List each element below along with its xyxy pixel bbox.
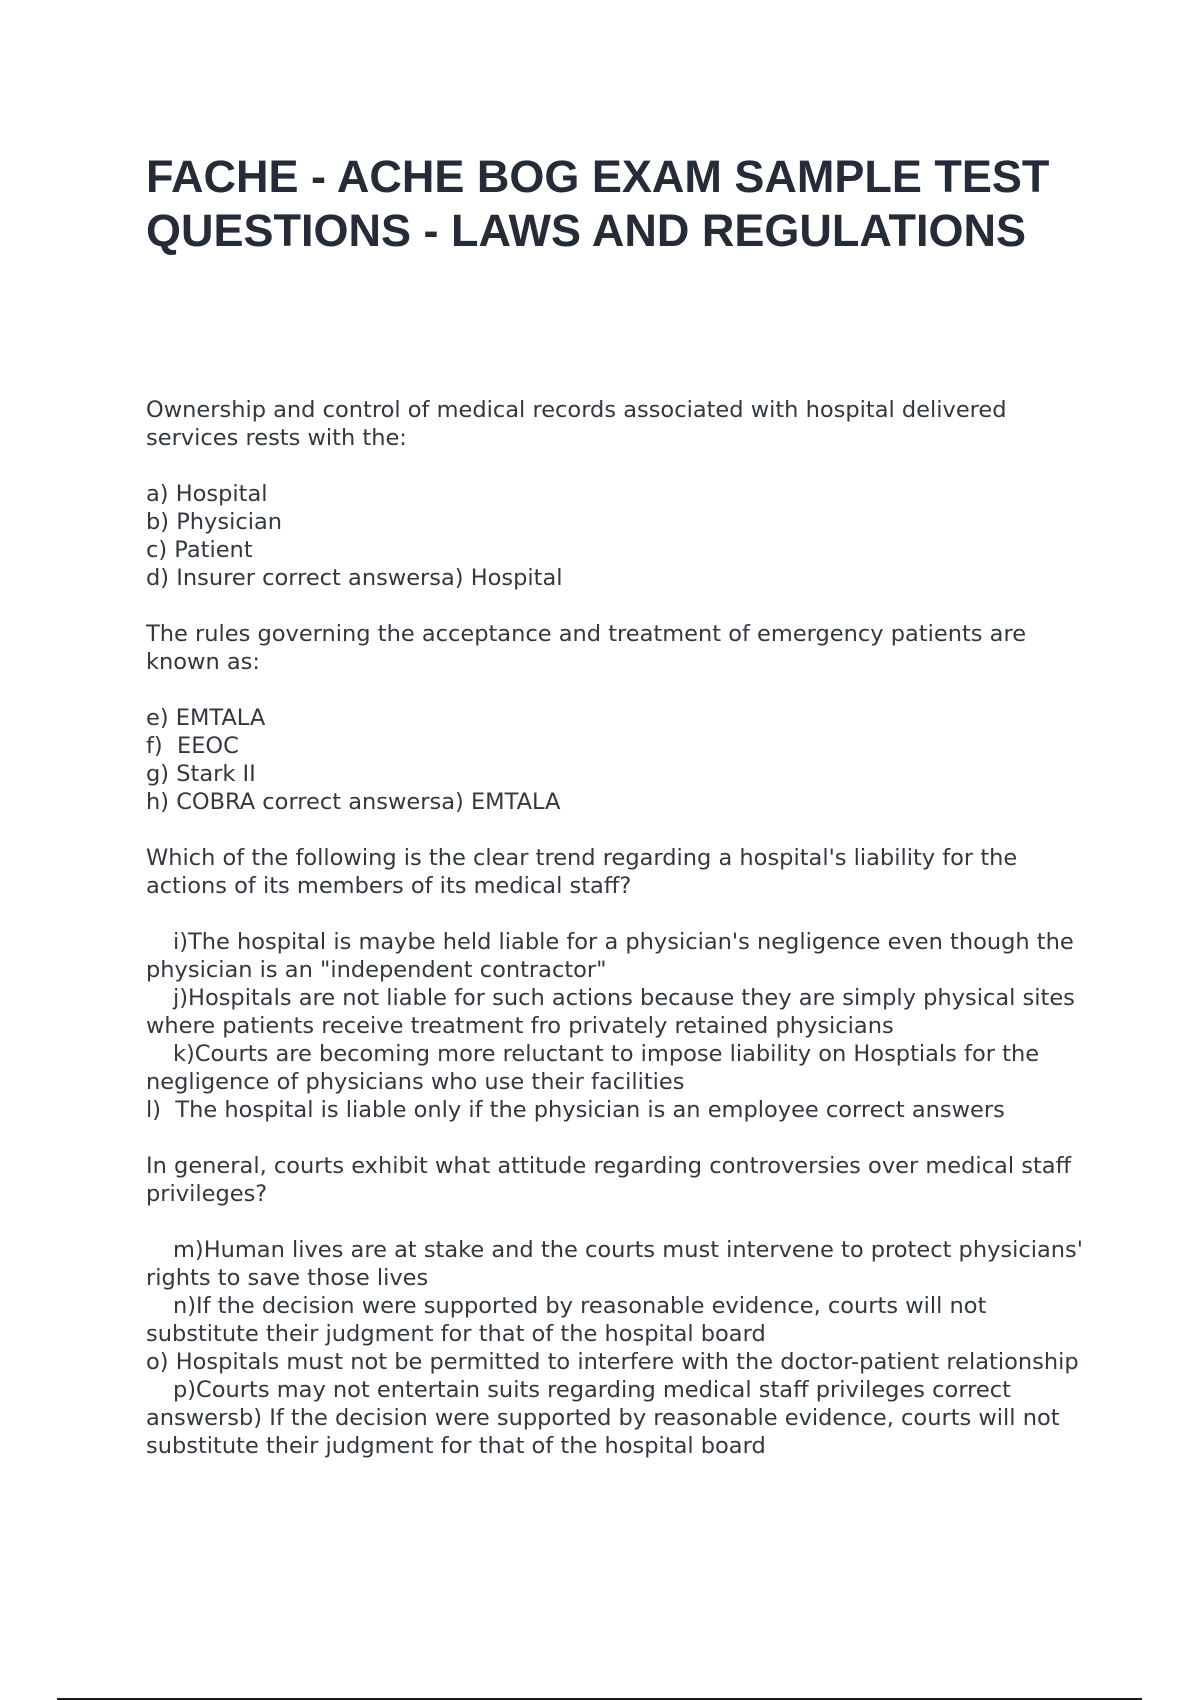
question-4-option-o: o) Hospitals must not be permitted to interfere with the doctor-patient relationship (146, 1349, 1079, 1375)
question-1-options (146, 480, 1086, 592)
question-1-prompt: Ownership and control of medical records associated with hospital delivered services rests with the: (146, 397, 1007, 451)
question-2-option-h: h) COBRA correct answersa) EMTALA (146, 789, 561, 815)
question-2-option-g: g) Stark II (146, 761, 256, 787)
question-4-prompt: In general, courts exhibit what attitude regarding controversies over medical staff privileges? (146, 1153, 1072, 1207)
question-2-prompt: The rules governing the acceptance and treatment of emergency patients are known as: (146, 621, 1027, 675)
question-list (146, 396, 1086, 1488)
document-title: FACHE - ACHE BOG EXAM SAMPLE TEST QUESTIONS - LAWS AND REGULATIONS (146, 151, 1050, 256)
question-2-option-e: e) EMTALA (146, 705, 266, 731)
question-3-option-i: i)The hospital is maybe held liable for a physician's negligence even though the physician is an "independent contractor" (146, 929, 1074, 983)
question-4-option-n: n)If the decision were supported by reasonable evidence, courts will not substitute their judgment for that of the hospital board (146, 1293, 987, 1347)
question-3-option-k: k)Courts are becoming more reluctant to impose liability on Hosptials for the negligence of physicians who use their facilities (146, 1041, 1040, 1095)
question-3-options (146, 928, 1086, 1124)
question-3-option-l: l) The hospital is liable only if the physician is an employee correct answers (146, 1097, 1005, 1123)
question-1-option-b: b) Physician (146, 509, 282, 535)
question-4-option-p: p)Courts may not entertain suits regarding medical staff privileges correct answersb) If the decision were supported by reasonable evidence, courts will not substitute their judgment for that of the hospital board (146, 1377, 1060, 1459)
question-4-options (146, 1236, 1086, 1460)
question-2-option-f: f) EEOC (146, 733, 239, 759)
question-2-options (146, 704, 1086, 816)
question-3-option-j: j)Hospitals are not liable for such actions because they are simply physical sites where patients receive treatment fro privately retained physicians (146, 985, 1075, 1039)
question-1-option-a: a) Hospital (146, 481, 268, 507)
question-4-option-m: m)Human lives are at stake and the courts must intervene to protect physicians' rights to save those lives (146, 1237, 1083, 1291)
question-1-option-c: c) Patient (146, 537, 253, 563)
question-1-option-d: d) Insurer correct answersa) Hospital (146, 565, 563, 591)
question-3-prompt: Which of the following is the clear trend regarding a hospital's liability for the actions of its members of its medical staff? (146, 845, 1018, 899)
